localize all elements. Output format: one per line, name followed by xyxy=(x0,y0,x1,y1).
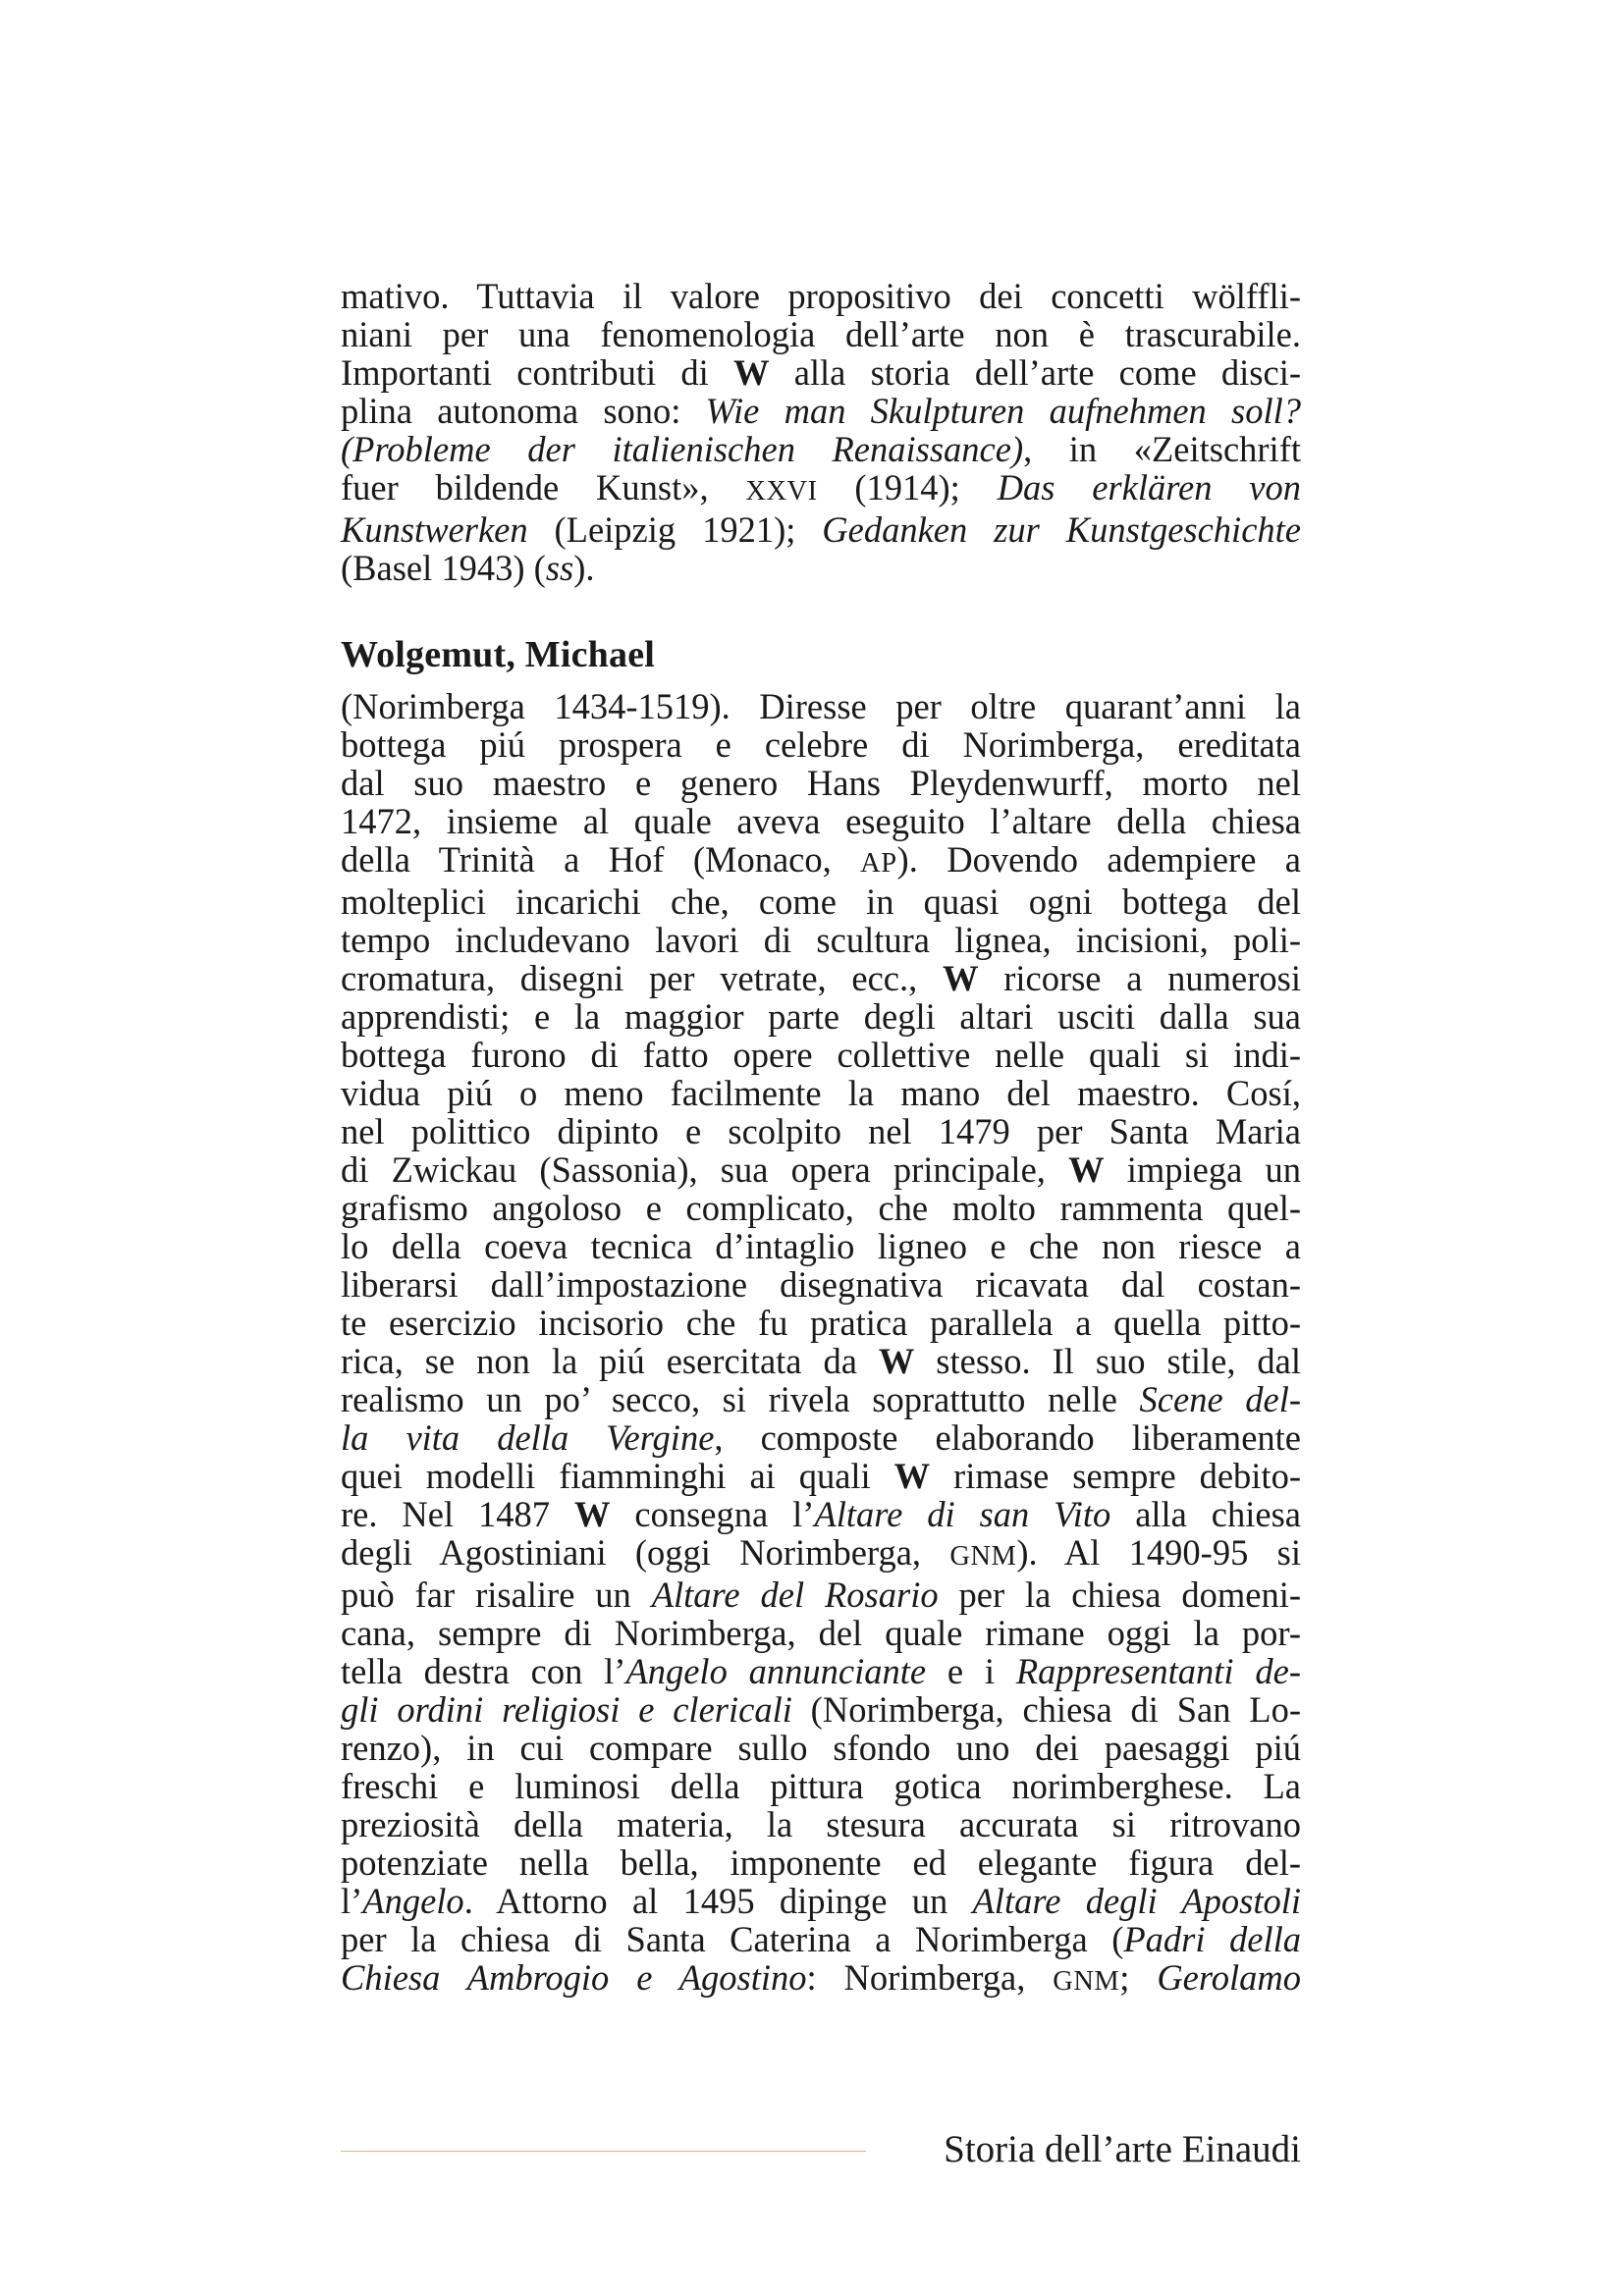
text-line: può far risalire un Altare del Rosario per la chiesa domeni- xyxy=(341,1575,1301,1615)
text-line: te esercizio incisorio che fu pratica parallela a quella pitto- xyxy=(341,1303,1301,1343)
text-line: fuer bildende Kunst», XXVI (1914); Das erklären von xyxy=(341,467,1302,507)
entry-heading: Wolgemut, Michael xyxy=(341,634,656,675)
text-line: della Trinità a Hof (Monaco, AP). Dovendo adempiere a xyxy=(341,839,1302,880)
text-line: (Probleme der italienischen Renaissance), in «Zeitschrift xyxy=(341,429,1301,469)
paragraph-continuation xyxy=(341,277,1301,587)
text-line: renzo), in cui compare sullo sfondo uno dei paesaggi piú xyxy=(341,1728,1301,1768)
text-line: re. Nel 1487 W consegna l’Altare di san Vito alla chiesa xyxy=(341,1494,1301,1534)
footer-rule xyxy=(341,2151,866,2152)
text-line: freschi e luminosi della pittura gotica norimberghese. La xyxy=(341,1766,1301,1806)
text-line: vidua piú o meno facilmente la mano del maestro. Cosí, xyxy=(341,1073,1301,1113)
text-line: l’Angelo. Attorno al 1495 dipinge un Altare degli Apostoli xyxy=(341,1881,1302,1921)
text-line: bottega furono di fatto opere collettive nelle quali si indi- xyxy=(341,1035,1301,1075)
text-line: cana, sempre di Norimberga, del quale rimane oggi la por- xyxy=(341,1613,1301,1653)
text-line: potenziate nella bella, imponente ed elegante figura del- xyxy=(341,1842,1301,1883)
text-line: preziosità della materia, la stesura accurata si ritrovano xyxy=(341,1804,1301,1844)
text-line: niani per una fenomenologia dell’arte non è trascurabile. xyxy=(341,314,1301,354)
text-line: lo della coeva tecnica d’intaglio ligneo e che non riesce a xyxy=(341,1226,1301,1266)
text-line: gli ordini religiosi e clericali (Norimberga, chiesa di San Lo- xyxy=(341,1689,1301,1730)
text-line: liberarsi dall’impostazione disegnativa ricavata dal costan- xyxy=(341,1264,1301,1305)
text-line: quei modelli fiamminghi ai quali W rimase sempre debito- xyxy=(341,1456,1301,1496)
text-line: (Basel 1943) (ss). xyxy=(341,548,595,588)
entry-body xyxy=(341,687,1301,2001)
text-line: Importanti contributi di W alla storia dell’arte come disci- xyxy=(341,352,1301,393)
text-line: Chiesa Ambrogio e Agostino: Norimberga, GNM; Gerolamo xyxy=(341,1957,1301,1998)
text-line: tempo includevano lavori di scultura lignea, incisioni, poli- xyxy=(341,920,1301,960)
text-line: plina autonoma sono: Wie man Skulpturen aufnehmen soll? xyxy=(341,391,1301,431)
text-line: Kunstwerken (Leipzig 1921); Gedanken zur Kunstgeschichte xyxy=(341,509,1301,550)
text-line: 1472, insieme al quale aveva eseguito l’altare della chiesa xyxy=(341,801,1301,841)
text-line: degli Agostiniani (oggi Norimberga, GNM). Al 1490-95 si xyxy=(341,1532,1301,1573)
text-line: cromatura, disegni per vetrate, ecc., W ricorse a numerosi xyxy=(341,958,1301,998)
text-line: nel polittico dipinto e scolpito nel 1479 per Santa Maria xyxy=(341,1111,1301,1151)
text-line: per la chiesa di Santa Caterina a Norimberga (Padri della xyxy=(341,1919,1302,1959)
text-line: tella destra con l’Angelo annunciante e i Rappresentanti de- xyxy=(341,1651,1301,1691)
text-line: bottega piú prospera e celebre di Norimberga, ereditata xyxy=(341,724,1301,765)
text-line: apprendisti; e la maggior parte degli altari usciti dalla sua xyxy=(341,996,1301,1037)
text-line: realismo un po’ secco, si rivela soprattutto nelle Scene del- xyxy=(341,1379,1301,1419)
text-line: mativo. Tuttavia il valore propositivo dei concetti wölffli- xyxy=(341,276,1301,316)
footer-publication: Storia dell’arte Einaudi xyxy=(944,2128,1301,2170)
text-line: rica, se non la piú esercitata da W stesso. Il suo stile, dal xyxy=(341,1341,1301,1381)
text-line: molteplici incarichi che, come in quasi ogni bottega del xyxy=(341,881,1301,922)
text-line: dal suo maestro e genero Hans Pleydenwurff, morto nel xyxy=(341,763,1301,803)
text-line: (Norimberga 1434-1519). Diresse per oltre quarant’anni la xyxy=(341,686,1301,726)
text-line: grafismo angoloso e complicato, che molto rammenta quel- xyxy=(341,1188,1301,1228)
text-line: di Zwickau (Sassonia), sua opera principale, W impiega un xyxy=(341,1149,1301,1190)
text-line: la vita della Vergine, composte elaborando liberamente xyxy=(341,1417,1301,1458)
